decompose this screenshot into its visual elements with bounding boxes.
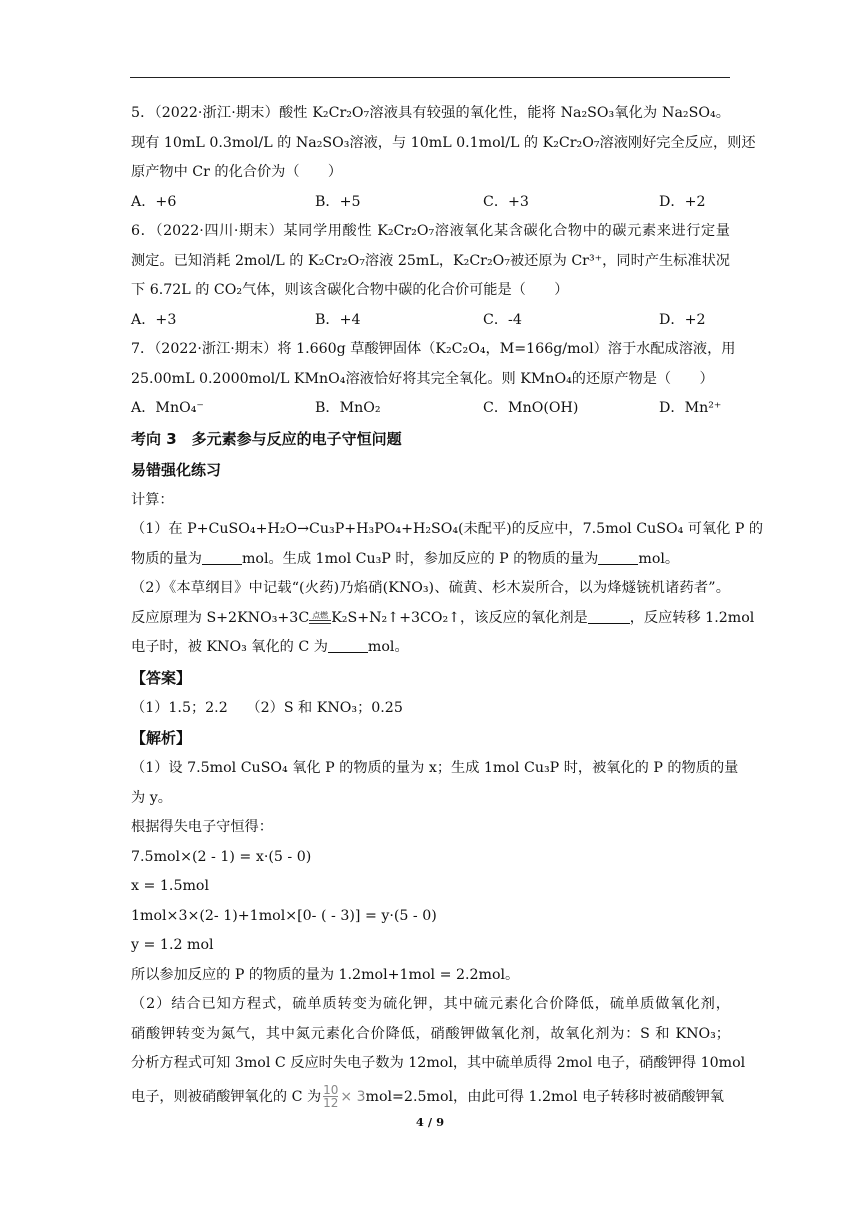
problem-2-line-1: （2）《本草纲目》中记载“(火药)乃焰硝(KNO₃)、硫黄、杉木炭所合，以为烽燧铳机诸药者”。: [131, 580, 730, 596]
analysis-line-1: （1）设 7.5mol CuSO₄ 氧化 P 的物质的量为 x；生成 1mol Cu₃P 时，被氧化的 P 的物质的量: [131, 760, 739, 776]
page-number: 4 / 9: [415, 1115, 445, 1129]
equation-4: y = 1.2 mol: [131, 937, 214, 953]
analysis-line-11: 分析方程式可知 3mol C 反应时失电子数为 12mol，其中硫单质得 2mol 电子，硝酸钾得 10mol: [131, 1055, 746, 1071]
q7-option-c: C．MnO(OH): [483, 400, 579, 416]
problem-2-text-b: ，反应转移 1.2mol: [629, 609, 755, 626]
answer-label: 【答案】: [131, 668, 192, 687]
answer-blank-4[interactable]: [328, 638, 368, 653]
analysis-line-2: 为 y。: [131, 789, 172, 806]
q5-line-2: 现有 10mL 0.3mol/L 的 Na₂SO₃溶液，与 10mL 0.1mol/L 的 K₂Cr₂O₇溶液刚好完全反应，则还: [131, 134, 756, 151]
q6-option-b: B．+4: [315, 311, 361, 328]
analysis-text-12a: 电子，则被硝酸钾氧化的 C 为: [131, 1088, 322, 1105]
analysis-text-12b: mol=2.5mol，由此可得 1.2mol 电子转移时被硝酸钾氧: [365, 1088, 724, 1105]
q5-line-1: 5．（2022·浙江·期末）酸性 K₂Cr₂O₇溶液具有较强的氧化性，能将 Na₂SO₃氧化为 Na₂SO₄。: [131, 105, 730, 121]
page-content: [131, 99, 764, 1115]
q6-option-a: A．+3: [131, 311, 177, 328]
section-heading: 考向 3 多元素参与反应的电子守恒问题: [131, 429, 402, 448]
q5-options: [131, 188, 730, 218]
reaction-left: 反应原理为 S+2KNO₃+3C: [131, 609, 310, 626]
q6-line-3: 下 6.72L 的 CO₂气体，则该含碳化合物中碳的化合价可能是（ ）: [131, 282, 569, 298]
analysis-line-10: 硝酸钾转变为氮气，其中氮元素化合价降低，硝酸钾做氧化剂，故氧化剂为：S 和 KNO₃；: [131, 1025, 730, 1042]
ignition-condition-label: 点燃: [312, 610, 329, 620]
q6-option-c: C．-4: [483, 311, 522, 328]
ignition-condition-arrow: [309, 611, 331, 624]
analysis-line-3: 根据得失电子守恒得：: [131, 819, 273, 835]
sub-heading: 易错强化练习: [131, 460, 222, 479]
q7-options: [131, 394, 730, 424]
analysis-line-12: [131, 1079, 730, 1115]
q7-line-1: 7．（2022·浙江·期末）将 1.660g 草酸钾固体（K₂C₂O₄，M=166g/mol）溶于水配成溶液，用: [131, 341, 736, 357]
reaction-right: K₂S+N₂↑+3CO₂↑，该反应的氧化剂是: [331, 609, 588, 626]
q6-line-2: 测定。已知消耗 2mol/L 的 K₂Cr₂O₇溶液 25mL，K₂Cr₂O₇被还原为 Cr³⁺，同时产生标准状况: [131, 252, 730, 269]
problem-1-line-1: （1）在 P+CuSO₄+H₂O→Cu₃P+H₃PO₄+H₂SO₄(未配平)的反应中，7.5mol CuSO₄ 可氧化 P 的: [131, 521, 764, 537]
problem-2-text-c: 电子时，被 KNO₃ 氧化的 C 为: [131, 639, 328, 655]
equation-2: x = 1.5mol: [131, 878, 210, 894]
equation-3: 1mol×3×(2- 1)+1mol×[0- ( - 3)] = y·(5 - 0): [131, 907, 437, 924]
q5-option-c: C．+3: [483, 193, 529, 210]
q7-option-d: D．Mn²⁺: [659, 400, 722, 416]
q5-option-a: A．+6: [131, 193, 177, 210]
answer-text: （1）1.5；2.2 （2）S 和 KNO₃；0.25: [131, 699, 403, 716]
problem-1-text-c: mol。: [638, 550, 680, 567]
answer-blank-2[interactable]: [598, 550, 638, 565]
answer-blank-3[interactable]: [588, 609, 630, 624]
problem-2-line-2: [131, 604, 755, 634]
analysis-line-8: 所以参加反应的 P 的物质的量为 1.2mol+1mol = 2.2mol。: [131, 966, 520, 983]
q7-line-2: 25.00mL 0.2000mol/L KMnO₄溶液恰好将其完全氧化。则 KMnO₄的还原产物是（ ）: [131, 370, 714, 387]
problem-1-text-b: mol。生成 1mol Cu₃P 时，参加反应的 P 的物质的量为: [241, 550, 599, 567]
fraction-expression: [323, 1084, 338, 1109]
problem-1-text-a: 物质的量为: [131, 550, 202, 567]
analysis-label: 【解析】: [131, 729, 192, 747]
problem-2-text-d: mol。: [367, 639, 409, 655]
fraction-numerator: 10: [323, 1083, 339, 1097]
problem-1-line-2: [131, 545, 730, 575]
q6-line-1: 6．（2022·四川·期末）某同学用酸性 K₂Cr₂O₇溶液氧化某含碳化合物中的碳元素来进行定量: [131, 223, 730, 239]
analysis-line-9: （2）结合已知方程式，硫单质转变为硫化钾，其中硫元素化合价降低，硫单质做氧化剂，: [131, 996, 730, 1012]
q7-option-a: A．MnO₄⁻: [131, 400, 204, 416]
q5-option-b: B．+5: [315, 193, 361, 210]
q6-options: [131, 306, 730, 336]
problem-2-line-3: [131, 633, 730, 663]
q6-option-d: D．+2: [659, 311, 706, 328]
q5-line-3: 原产物中 Cr 的化合价为（ ）: [131, 164, 343, 180]
q5-option-d: D．+2: [659, 193, 706, 210]
fraction-denominator: 12: [323, 1096, 339, 1110]
fraction-multiplier: × 3: [340, 1088, 366, 1105]
header-rule: [130, 77, 730, 78]
answer-blank-1[interactable]: [202, 550, 242, 565]
calc-label: 计算：: [131, 491, 174, 508]
equation-1: 7.5mol×(2 - 1) = x·(5 - 0): [131, 848, 312, 865]
q7-option-b: B．MnO₂: [315, 400, 381, 416]
